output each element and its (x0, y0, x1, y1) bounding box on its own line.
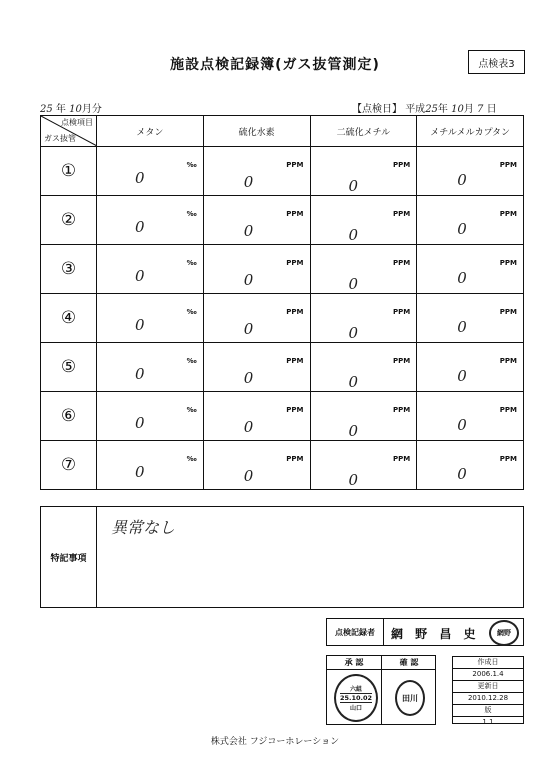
version-box (452, 656, 524, 724)
measurement-cell (310, 392, 417, 441)
unit-label: PPM (286, 210, 304, 218)
unit-label: PPM (499, 259, 517, 267)
measurement-cell (417, 392, 524, 441)
unit-label: PPM (286, 308, 304, 316)
measurement-cell (97, 147, 204, 196)
month-label: 月分 (81, 104, 102, 115)
measurement-cell (97, 392, 204, 441)
unit-label: ‰ (186, 357, 197, 365)
measurement-cell (97, 441, 204, 490)
table-row (41, 147, 524, 196)
measurement-cell (97, 294, 204, 343)
date-year-handwritten: 25 (425, 104, 438, 115)
gas-pipe-number: ⑥ (41, 392, 97, 441)
recorder-box (326, 618, 524, 646)
unit-label: ‰ (186, 161, 197, 169)
measurement-cell (310, 147, 417, 196)
gas-pipe-number: ③ (41, 245, 97, 294)
measurement-cell (203, 147, 310, 196)
measurement-cell (203, 392, 310, 441)
year-handwritten: 25 (40, 104, 53, 115)
measurement-value: 0 (348, 275, 359, 293)
measurement-cell (310, 294, 417, 343)
inspection-date-label: 【点検日】 (352, 104, 402, 115)
table-row (41, 294, 524, 343)
measurement-value: 0 (135, 267, 145, 285)
measurement-value: 0 (243, 173, 254, 191)
unit-label: ‰ (186, 308, 197, 316)
approve-stamp-date: 25.10.02 (339, 694, 373, 702)
measurement-value: 0 (243, 271, 254, 289)
confirm-seal: 田川 (395, 680, 425, 716)
measurement-cell (203, 245, 310, 294)
measurement-cell (203, 196, 310, 245)
approval-box (326, 655, 436, 725)
measurement-cell (417, 196, 524, 245)
unit-label: PPM (393, 308, 411, 316)
approval-divider (381, 656, 382, 724)
measurement-value: 0 (457, 318, 467, 336)
table-header-row (41, 116, 524, 147)
unit-label: PPM (499, 308, 517, 316)
date-month-label: 月 (463, 104, 474, 115)
unit-label: PPM (393, 455, 411, 463)
table-row (41, 392, 524, 441)
gas-pipe-number: ② (41, 196, 97, 245)
special-notes-text: 異常なし (111, 518, 176, 537)
measurement-cell (97, 245, 204, 294)
column-header: 硫化水素 (203, 116, 310, 147)
measurement-cell (310, 343, 417, 392)
measurement-cell (310, 245, 417, 294)
unit-label: ‰ (186, 210, 197, 218)
measurement-cell (97, 196, 204, 245)
column-header: 二硫化メチル (310, 116, 417, 147)
measurement-cell (417, 245, 524, 294)
unit-label: PPM (499, 210, 517, 218)
unit-label: ‰ (186, 259, 197, 267)
measurement-value: 0 (348, 177, 359, 195)
measurement-cell (203, 294, 310, 343)
measurement-value: 0 (243, 320, 254, 338)
recorder-seal: 網野 (489, 620, 519, 646)
date-month-handwritten: 10 (451, 104, 464, 115)
version-number: 1.1 (482, 718, 494, 726)
form-number-box: 点検表3 (468, 50, 525, 74)
date-day-label: 日 (486, 104, 497, 115)
inspection-date (352, 100, 497, 115)
measurement-value: 0 (243, 222, 254, 240)
unit-label: PPM (499, 357, 517, 365)
measurement-value: 0 (457, 367, 467, 385)
approve-date-stamp (334, 674, 378, 722)
unit-label: PPM (499, 455, 517, 463)
table-row (41, 441, 524, 490)
date-year-label: 年 (437, 104, 448, 115)
gas-pipe-number: ① (41, 147, 97, 196)
measurement-value: 0 (348, 471, 359, 489)
measurement-value: 0 (457, 416, 467, 434)
column-header: メチルメルカプタン (417, 116, 524, 147)
unit-label: ‰ (186, 455, 197, 463)
form-title: 施設点検記録簿(ガス抜管測定) (170, 57, 380, 73)
unit-label: PPM (393, 161, 411, 169)
company-footer: 株式会社 フジコーホレーション (210, 737, 340, 747)
unit-label: PPM (393, 210, 411, 218)
year-label: 年 (55, 104, 66, 115)
unit-label: PPM (499, 161, 517, 169)
measurement-value: 0 (135, 463, 145, 481)
recorder-name: 網 野 昌 史 (391, 627, 480, 641)
measurement-value: 0 (348, 373, 359, 391)
unit-label: PPM (393, 259, 411, 267)
measurement-value: 0 (135, 316, 145, 334)
version-label: 版 (453, 705, 523, 717)
measurement-value: 0 (135, 414, 145, 432)
measurement-cell (417, 441, 524, 490)
date-day-handwritten: 7 (477, 104, 484, 115)
measurement-value: 0 (243, 418, 254, 436)
measurement-cell (203, 441, 310, 490)
approve-stamp-name: 山口 (349, 705, 362, 712)
measurement-cell (310, 441, 417, 490)
unit-label: PPM (286, 455, 304, 463)
measurement-value: 0 (135, 169, 145, 187)
updated-date: 2010.12.28 (453, 693, 523, 705)
column-header: メタン (97, 116, 204, 147)
measurement-value: 0 (135, 365, 145, 383)
unit-label: PPM (286, 357, 304, 365)
measurement-cell (417, 294, 524, 343)
table-row (41, 245, 524, 294)
measurement-value: 0 (457, 171, 467, 189)
month-handwritten: 10 (69, 104, 82, 115)
created-date: 2006.1.4 (453, 669, 523, 681)
updated-label: 更新日 (453, 681, 523, 693)
confirm-header: 確 認 (382, 656, 436, 670)
measurement-value: 0 (348, 422, 359, 440)
month-header (40, 100, 102, 115)
unit-label: PPM (499, 406, 517, 414)
measurement-cell (417, 147, 524, 196)
corner-top-label: 点検項目 (61, 118, 93, 127)
measurement-cell (310, 196, 417, 245)
measurement-value: 0 (348, 226, 359, 244)
unit-label: PPM (393, 406, 411, 414)
measurement-value: 0 (457, 220, 467, 238)
measurement-value: 0 (243, 369, 254, 387)
measurement-cell (97, 343, 204, 392)
measurement-value: 0 (457, 269, 467, 287)
era-label: 平成 (405, 104, 426, 115)
unit-label: PPM (286, 161, 304, 169)
gas-pipe-number: ⑤ (41, 343, 97, 392)
unit-label: PPM (286, 406, 304, 414)
measurement-value: 0 (243, 467, 254, 485)
measurement-value: 0 (457, 465, 467, 483)
measurement-cell (417, 343, 524, 392)
corner-cell (41, 116, 97, 147)
unit-label: PPM (393, 357, 411, 365)
gas-pipe-number: ④ (41, 294, 97, 343)
table-row (41, 196, 524, 245)
corner-bottom-label: ガス抜管 (44, 134, 76, 143)
approve-header: 承 認 (327, 656, 381, 670)
unit-label: ‰ (186, 406, 197, 414)
measurement-cell (203, 343, 310, 392)
measurement-table (40, 115, 524, 490)
measurement-value: 0 (348, 324, 359, 342)
table-row (41, 343, 524, 392)
recorder-label: 点検記録者 (327, 619, 384, 645)
special-notes-label: 特記事項 (41, 507, 97, 607)
approve-stamp-top: 六組 (349, 686, 362, 693)
measurement-value: 0 (135, 218, 145, 236)
gas-pipe-number: ⑦ (41, 441, 97, 490)
special-notes-box (40, 506, 524, 608)
unit-label: PPM (286, 259, 304, 267)
created-label: 作成日 (453, 657, 523, 669)
